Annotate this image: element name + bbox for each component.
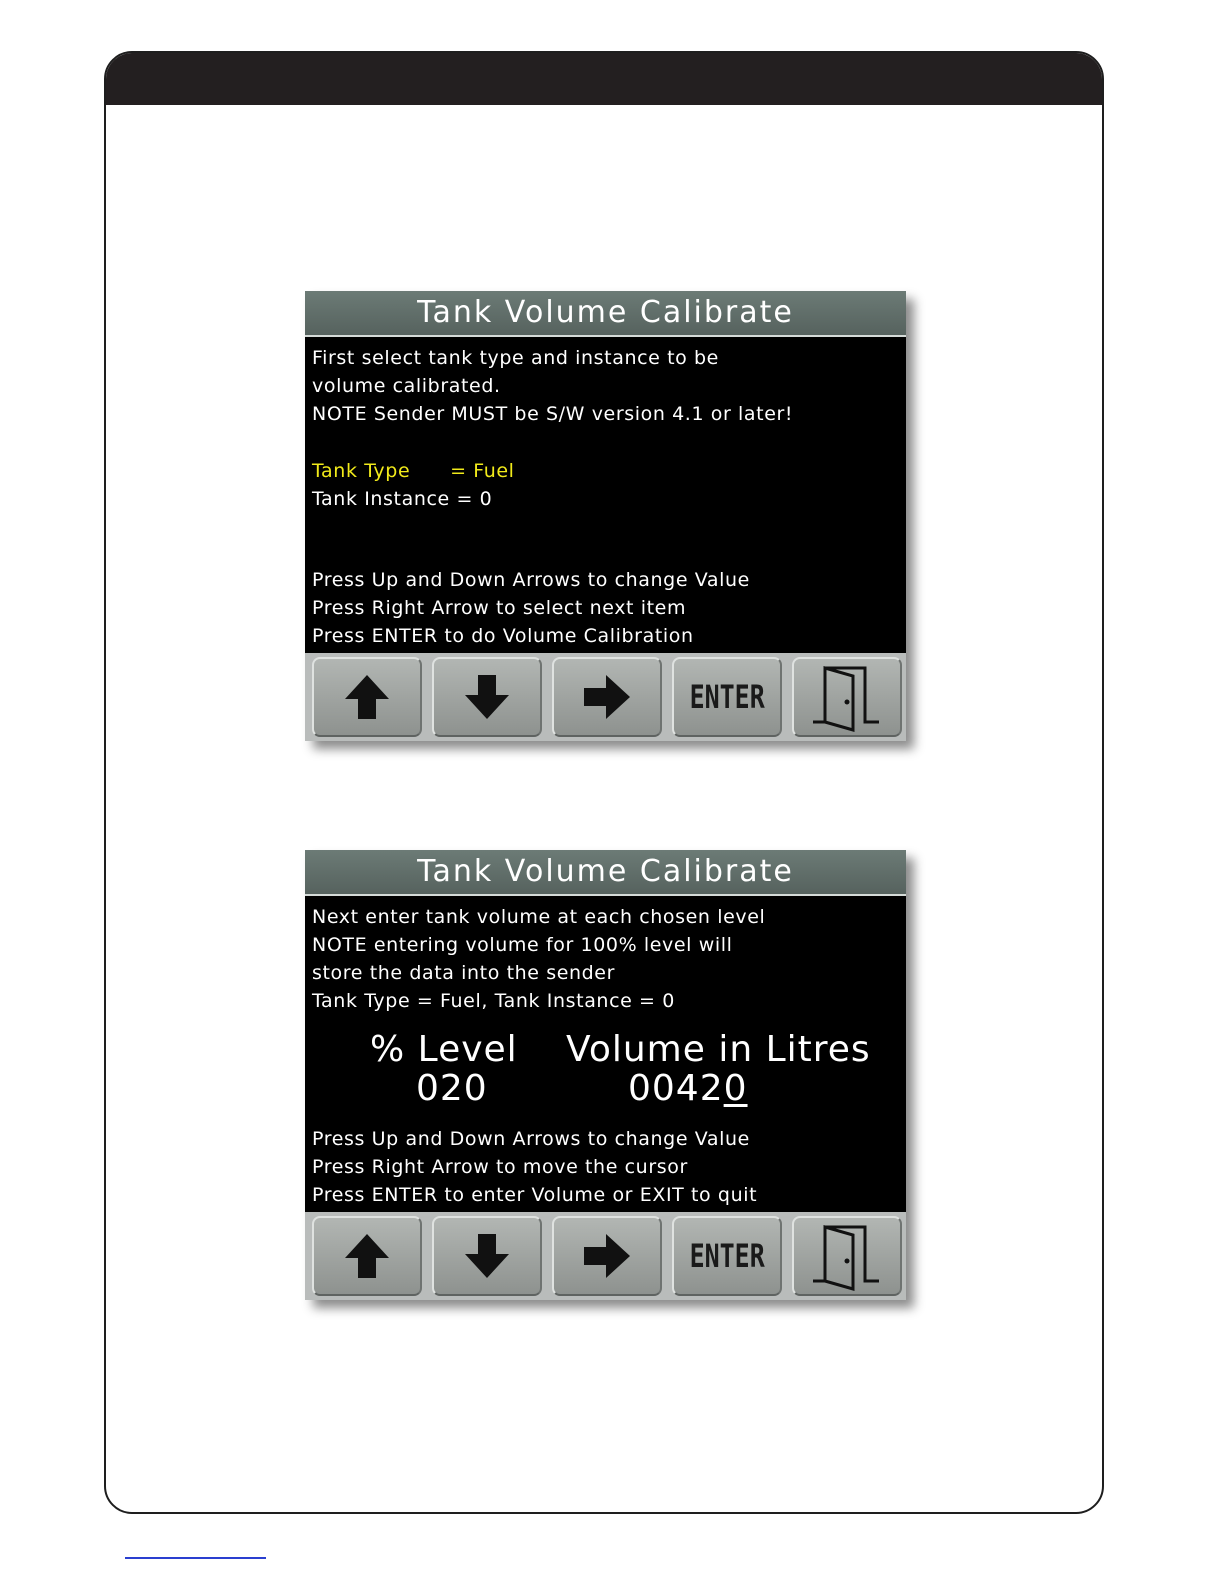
screen-title: Tank Volume Calibrate [305,291,906,337]
arrow-right-icon [581,672,633,722]
instruction-line: First select tank type and instance to be [312,347,719,369]
volume-header: Volume in Litres [566,1029,871,1070]
instruction-line: volume calibrated. [312,375,501,397]
tank-calibrate-screen-select [305,291,906,741]
exit-door-icon [811,1221,883,1291]
page-header-bar [106,53,1102,105]
exit-door-icon [811,662,883,732]
enter-button-label: ENTER [689,678,765,716]
arrow-down-icon [462,672,512,722]
enter-button-label: ENTER [689,1237,765,1275]
arrow-right-icon [581,1231,633,1281]
arrow-up-icon [342,1231,392,1281]
arrow-down-icon [462,1231,512,1281]
screen-title: Tank Volume Calibrate [305,850,906,896]
volume-value-digits: 0042 [628,1068,724,1109]
note-line: store the data into the sender [312,962,615,984]
instruction-line: Next enter tank volume at each chosen level [312,906,766,928]
right-arrow-button[interactable] [552,657,662,737]
help-line: Press Up and Down Arrows to change Value [312,1128,750,1150]
help-line: Press Right Arrow to select next item [312,597,687,619]
note-line: NOTE entering volume for 100% level will [312,934,733,956]
enter-button[interactable] [672,1216,782,1296]
volume-value[interactable] [628,1069,748,1109]
up-arrow-button[interactable] [312,657,422,737]
help-line: Press Up and Down Arrows to change Value [312,569,750,591]
tank-info-line: Tank Type = Fuel, Tank Instance = 0 [312,990,675,1012]
exit-button[interactable] [792,657,902,737]
level-header: % Level [370,1029,518,1070]
down-arrow-button[interactable] [432,1216,542,1296]
enter-button[interactable] [672,657,782,737]
arrow-up-icon [342,672,392,722]
right-arrow-button[interactable] [552,1216,662,1296]
help-line: Press ENTER to do Volume Calibration [312,625,694,647]
button-bar [305,653,906,741]
button-bar [305,1212,906,1300]
tank-calibrate-screen-volume [305,850,906,1300]
exit-button[interactable] [792,1216,902,1296]
footer-link-underline [125,1557,266,1559]
help-line: Press ENTER to enter Volume or EXIT to quit [312,1184,758,1206]
down-arrow-button[interactable] [432,657,542,737]
note-line: NOTE Sender MUST be S/W version 4.1 or later! [312,403,794,425]
help-line: Press Right Arrow to move the cursor [312,1156,688,1178]
level-value[interactable]: 020 [416,1068,488,1109]
tank-type-field[interactable]: Tank Type = Fuel [312,460,515,482]
up-arrow-button[interactable] [312,1216,422,1296]
volume-cursor-digit: 0 [723,1068,748,1109]
tank-instance-field[interactable]: Tank Instance = 0 [312,488,493,510]
